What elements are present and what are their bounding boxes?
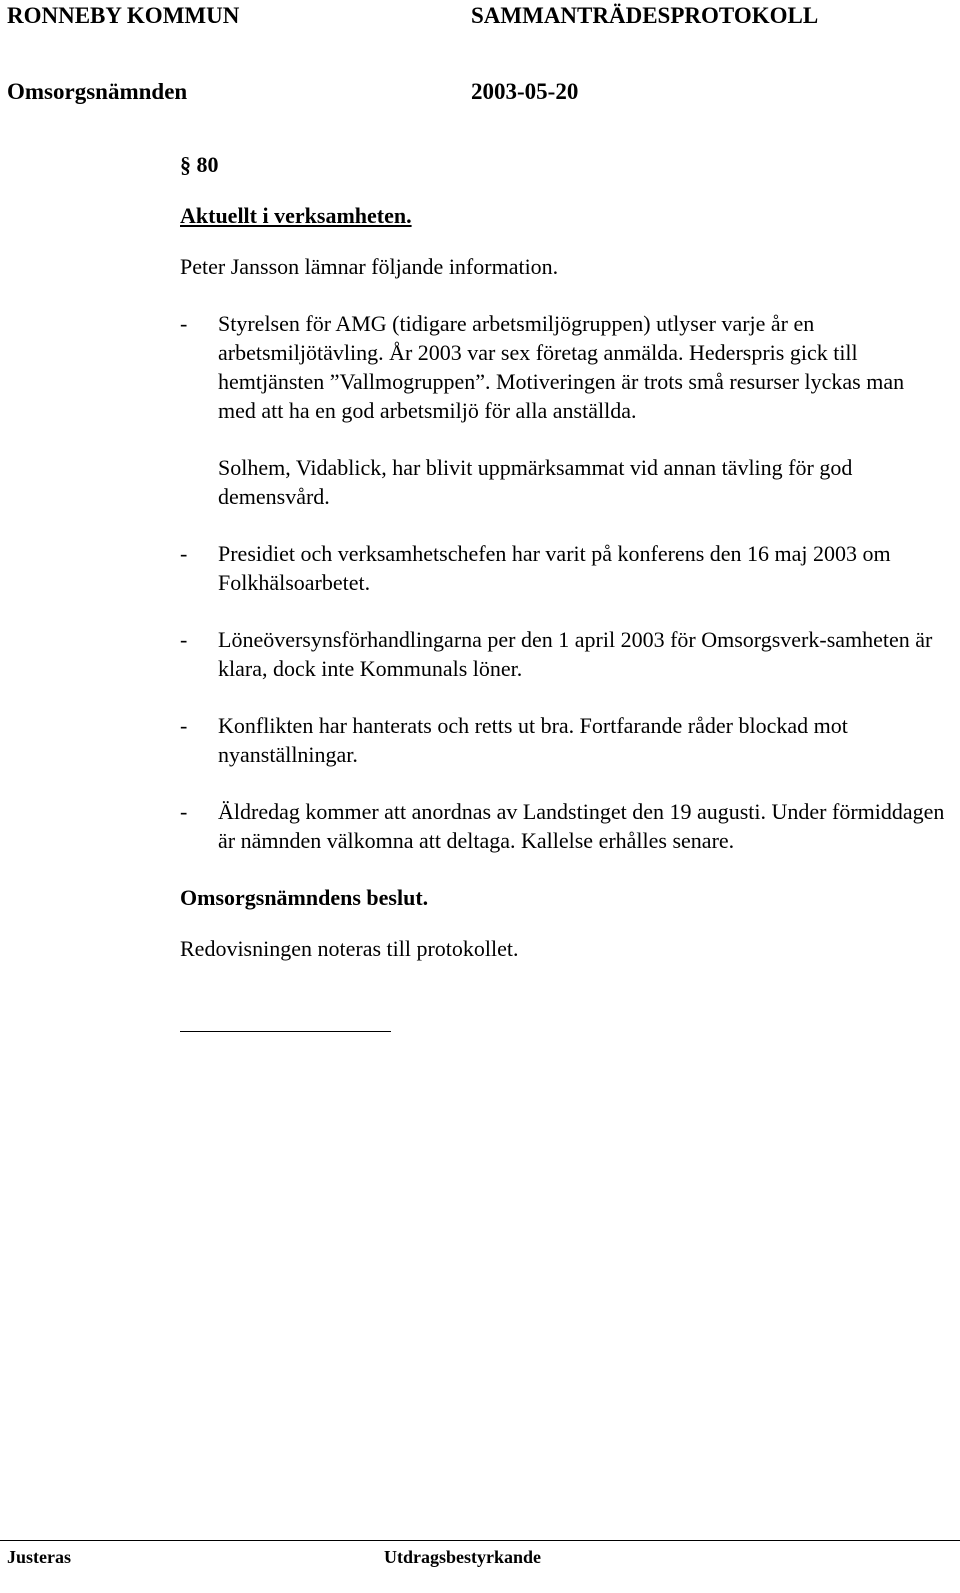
list-item-text: Löneöversynsförhandlingarna per den 1 april 2003 för Omsorgsverk-samheten är klara, dock inte Kommunals löner. <box>218 627 933 681</box>
list-item <box>180 309 945 425</box>
list-item <box>180 625 945 683</box>
committee-name: Omsorgsnämnden <box>7 79 188 104</box>
footer-utdragsbestyrkande: Utdragsbestyrkande <box>384 1547 542 1567</box>
list-item <box>180 539 945 597</box>
list-item <box>180 711 945 769</box>
municipality-name: RONNEBY KOMMUN <box>7 3 240 28</box>
footer-justeras: Justeras <box>7 1547 71 1567</box>
list-item <box>180 797 945 855</box>
section-end-rule <box>180 1031 391 1032</box>
section-number: § 80 <box>180 152 219 177</box>
list-item-text: Styrelsen för AMG (tidigare arbetsmiljögruppen) utlyser varje år en arbetsmiljötävling. År 2003 var sex företag anmälda. Hederspris gick till hemtjänsten ”Vallmogruppen”. Motiveringen är trots små resurser lyckas man med att ha en god arbetsmiljö för alla anställda. <box>218 311 905 423</box>
list-dash: - <box>180 627 188 652</box>
footer-divider <box>0 1540 960 1541</box>
list-item-text: Konflikten har hanterats och retts ut bra. Fortfarande råder blockad mot nyanställningar. <box>218 713 848 767</box>
list-dash: - <box>180 713 188 738</box>
section-title: Aktuellt i verksamheten. <box>180 203 412 228</box>
list-dash: - <box>180 799 188 824</box>
list-item-text: Äldredag kommer att anordnas av Landstinget den 19 augusti. Under förmiddagen är nämnden välkomna att deltaga. Kallelse erhålles senare. <box>218 799 945 853</box>
meeting-date: 2003-05-20 <box>471 79 579 104</box>
list-item-text: Presidiet och verksamhetschefen har varit på konferens den 16 maj 2003 om Folkhälsoarbetet. <box>218 541 891 595</box>
section-intro: Peter Jansson lämnar följande information. <box>180 254 559 279</box>
decision-text: Redovisningen noteras till protokollet. <box>180 936 519 961</box>
list-item-continuation <box>180 453 945 511</box>
protocol-section <box>180 150 945 963</box>
decision-title: Omsorgsnämndens beslut. <box>180 885 429 910</box>
list-dash: - <box>180 311 188 336</box>
list-dash: - <box>180 541 188 566</box>
list-item-text: Solhem, Vidablick, har blivit uppmärksammat vid annan tävling för god demensvård. <box>218 455 853 509</box>
document-type: SAMMANTRÄDESPROTOKOLL <box>471 3 819 28</box>
